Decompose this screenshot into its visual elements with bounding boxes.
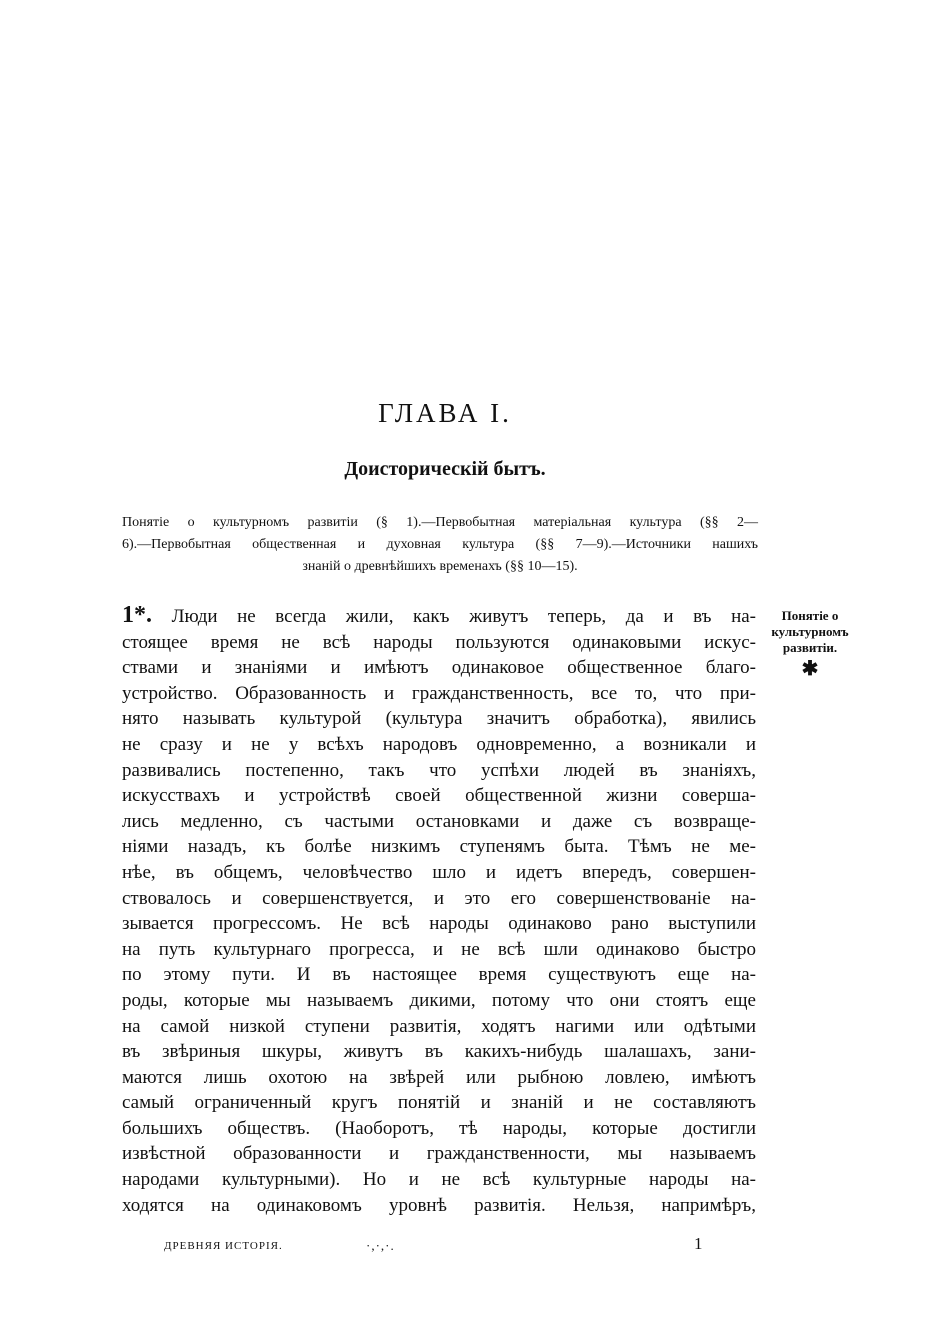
text-line: ствовалось и совершенствуется, и это его совершенствованіе на-: [122, 887, 756, 909]
text-line: народами культурными). Но и не всѣ культурные народы на-: [122, 1169, 756, 1191]
text-line: нято называть культурой (культура значитъ обработка), явились: [122, 708, 756, 730]
asterisk-icon: ✱: [801, 658, 819, 680]
text-line: зывается прогрессомъ. Не всѣ народы одинаково рано выступили: [122, 913, 756, 935]
text-line: не сразу и не у всѣхъ народовъ одновременно, а возникали и: [122, 733, 756, 755]
text-line: лись медленно, съ частыми остановками и даже съ возвраще-: [122, 810, 756, 832]
text-line: развивались постепенно, такъ что успѣхи людей въ знаніяхъ,: [122, 759, 756, 781]
summary-line: знаній о древнѣйшихъ временахъ (§§ 10—15).: [302, 559, 578, 574]
text-line: стоящее время не всѣ народы пользуются одинаковыми искус-: [122, 631, 756, 653]
text-line: ствами и знаніями и имѣютъ одинаковое общественное благо-: [122, 657, 756, 679]
text-line: устройство. Образованность и гражданственность, все то, что при-: [122, 682, 756, 704]
text-line: большихъ обществъ. (Наоборотъ, тѣ народы, которые достигли: [122, 1117, 756, 1139]
text-line-content: Люди не всегда жили, какъ живутъ теперь, да и въ на-: [152, 606, 756, 627]
text-line: искусствахъ и устройствѣ своей общественной жизни соверша-: [122, 785, 756, 807]
text-line: извѣстной образованности и гражданственности, мы называемъ: [122, 1143, 756, 1165]
text-line: [122, 603, 756, 630]
summary-line: 6).—Первобытная общественная и духовная культура (§§ 7—9).—Источники нашихъ: [122, 537, 758, 552]
margin-note: [760, 608, 860, 680]
chapter-title: ГЛАВА I.: [378, 398, 512, 428]
footer-book-title: ДРЕВНЯЯ ИСТОРІЯ.: [164, 1240, 283, 1252]
text-line: маются лишь охотою на звѣрей или рыбною ловлею, имѣютъ: [122, 1066, 756, 1088]
margin-note-line: развитіи.: [782, 640, 838, 655]
text-line: самый ограниченный кругъ понятій и знаній и не составляютъ: [122, 1092, 756, 1114]
summary-line: Понятіе о культурномъ развитіи (§ 1).—Первобытная матеріальная культура (§§ 2—: [122, 515, 758, 530]
text-line: въ звѣриныя шкуры, живутъ въ какихъ-нибудь шалашахъ, зани-: [122, 1041, 756, 1063]
text-line: на путь культурнаго прогресса, и не всѣ шли одинаково быстро: [122, 938, 756, 960]
margin-note-line: культурномъ: [771, 624, 849, 639]
chapter-summary: [122, 512, 758, 578]
section-number: 1*.: [122, 602, 152, 628]
page-number: 1: [694, 1234, 703, 1253]
footer-signature-mark: ·,·,·.: [366, 1238, 395, 1253]
text-line: нѣе, въ общемъ, человѣчество шло и идетъ впередъ, совершен-: [122, 861, 756, 883]
text-line: роды, которые мы называемъ дикими, потому что они стоятъ еще: [122, 989, 756, 1011]
chapter-subtitle: Доисторическій бытъ.: [344, 458, 546, 480]
margin-note-line: Понятіе о: [781, 608, 839, 623]
text-line: на самой низкой ступени развитія, ходятъ нагими или одѣтыми: [122, 1015, 756, 1037]
text-line: ніями назадъ, къ болѣе низкимъ ступенямъ быта. Тѣмъ не ме-: [122, 836, 756, 858]
section-body: [122, 603, 756, 1218]
text-line: ходятся на одинаковомъ уровнѣ развитія. Нельзя, напримѣръ,: [122, 1194, 756, 1216]
text-line: по этому пути. И въ настоящее время существуютъ еще на-: [122, 964, 756, 986]
